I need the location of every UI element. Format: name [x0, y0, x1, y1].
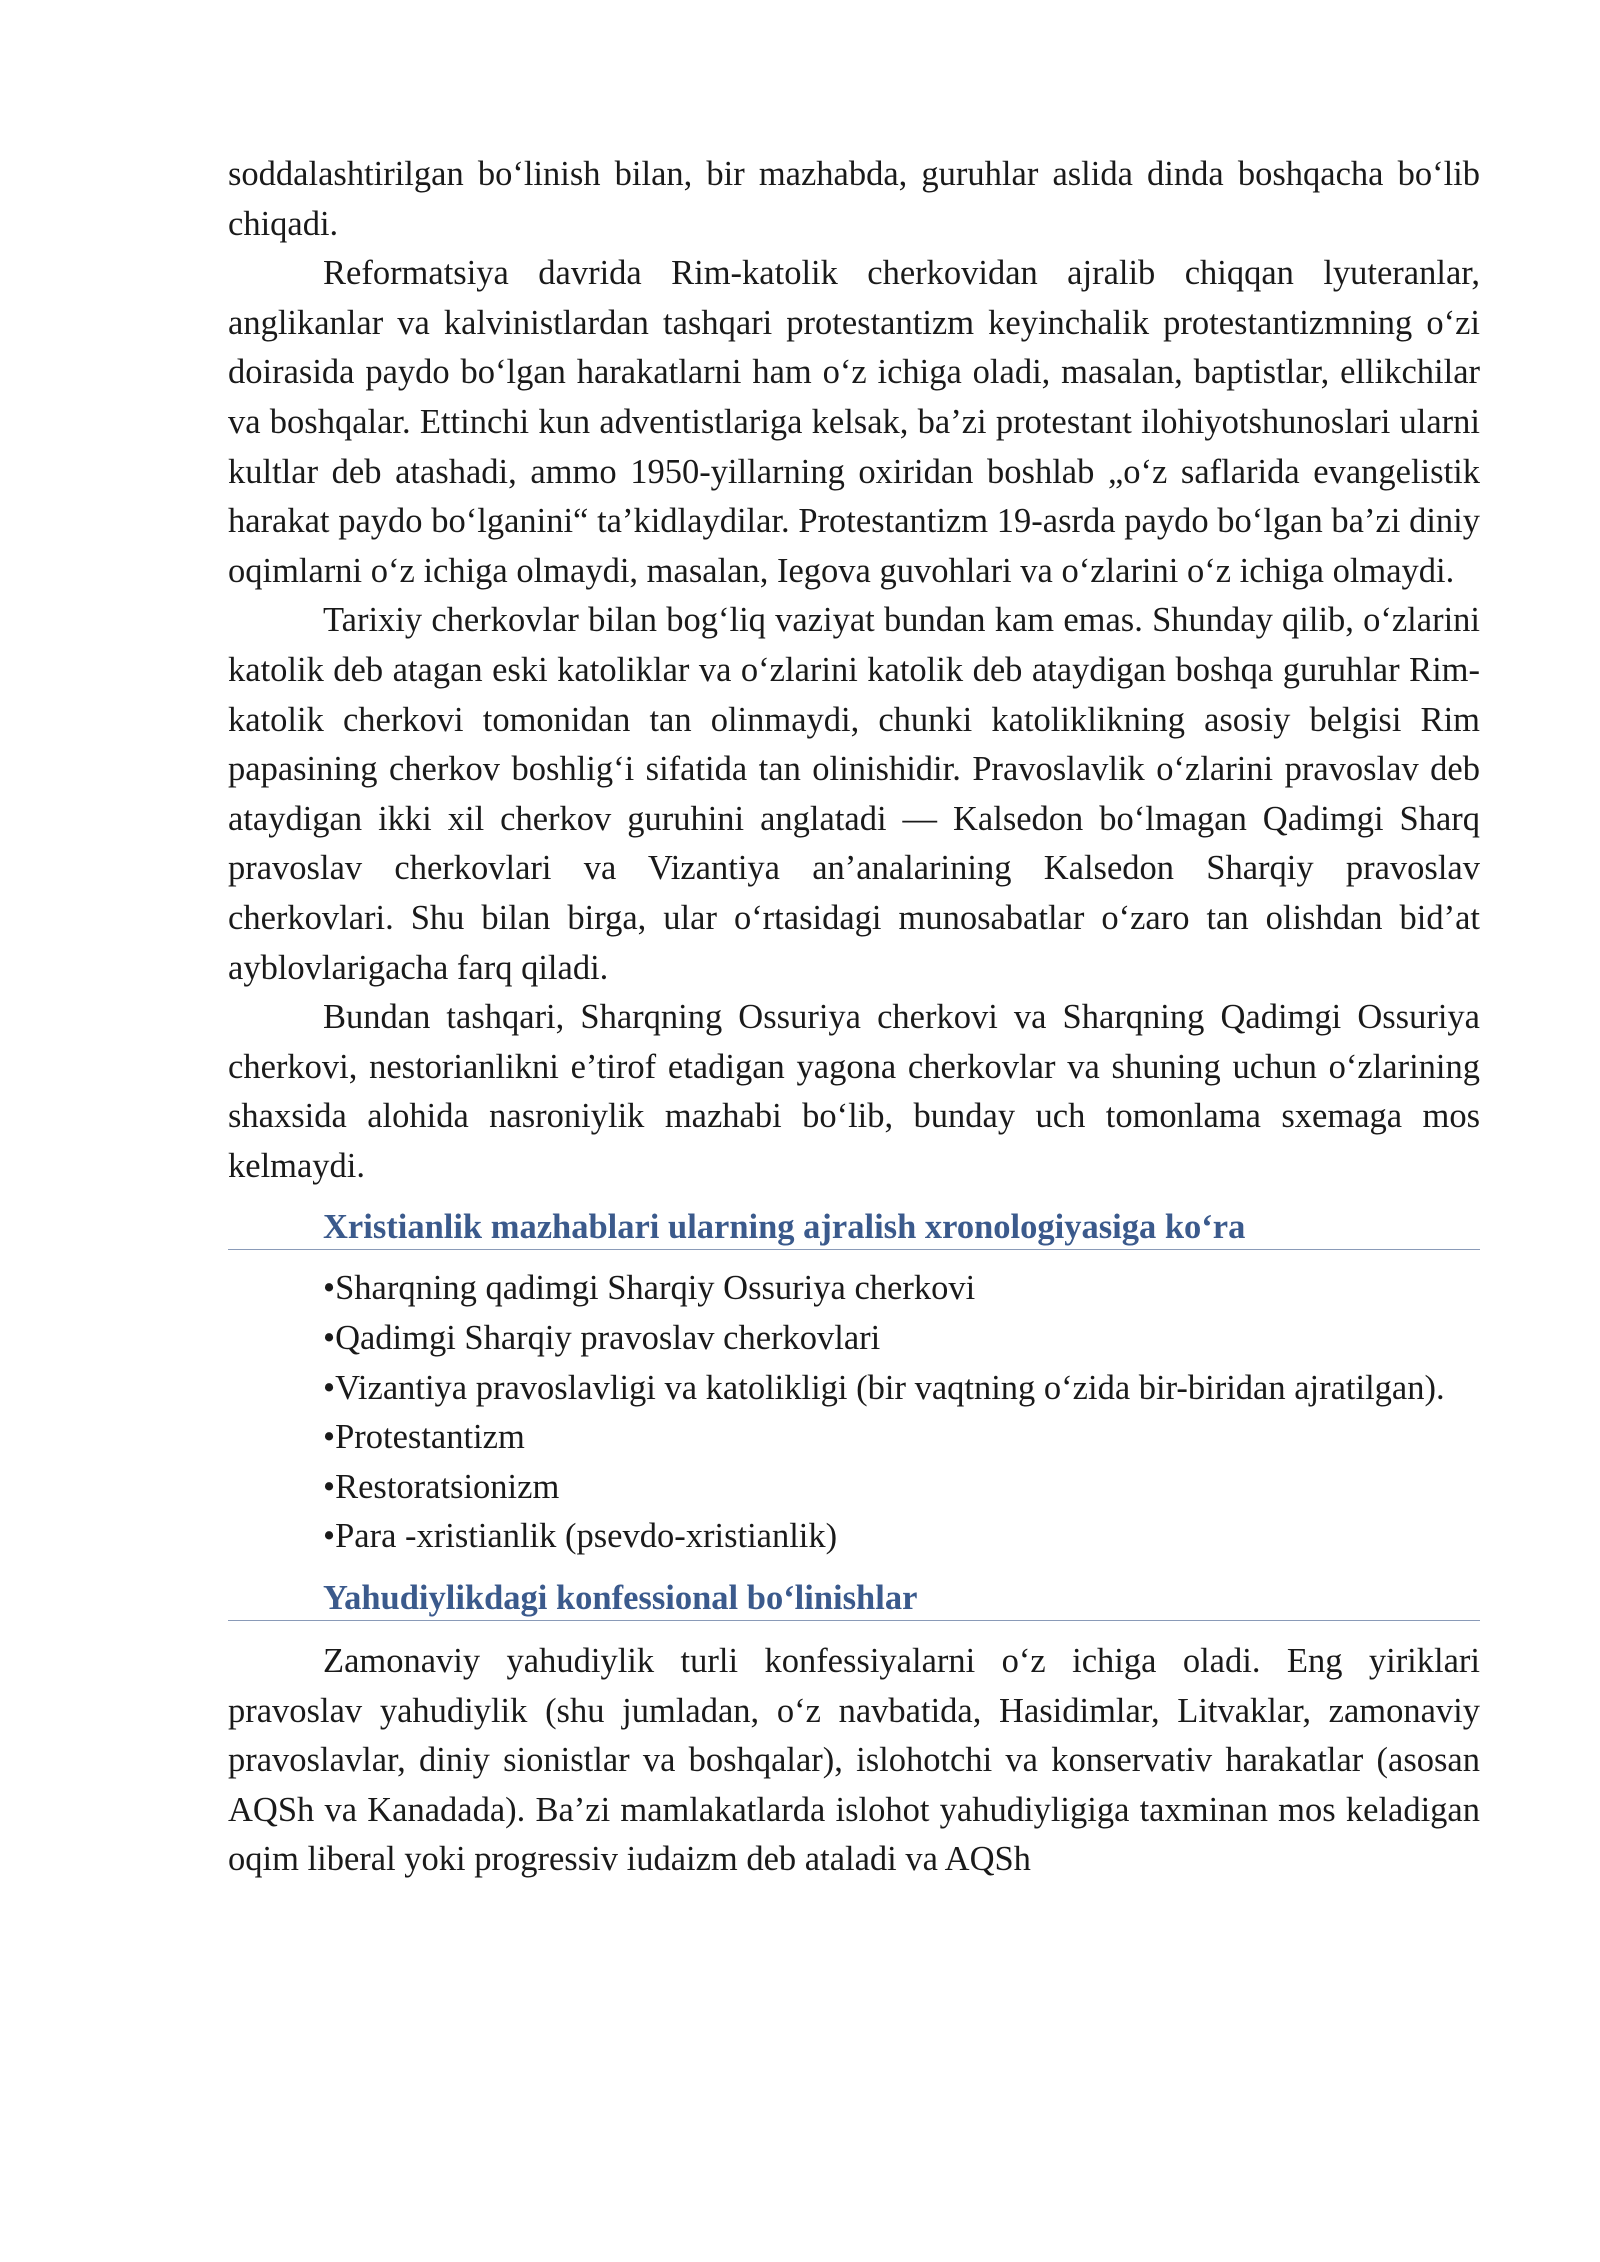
list-item: •Vizantiya pravoslavligi va katolikligi (bir vaqtning o‘zida bir-biridan ajratilgan). [323, 1368, 1445, 1407]
list-item: •Sharqning qadimgi Sharqiy Ossuriya cherkovi [323, 1269, 976, 1308]
section-heading-christian-denominations: Xristianlik mazhablari ularning ajralish xronologiyasiga ko‘ra [228, 1205, 1480, 1250]
denominations-list [228, 1264, 1480, 1562]
paragraph-assyrian-church: Bundan tashqari, Sharqning Ossuriya cherkovi va Sharqning Qadimgi Ossuriya cherkovi, nestorianlikni e’tirof etadigan yagona cherkovlar va shuning uchun o‘zlarining shaxsida alohida nasroniylik mazhabi bo‘lib, bunday uch tomonlama sxemaga mos kelmaydi. [228, 998, 1480, 1185]
list-item: •Restoratsionizm [323, 1467, 560, 1506]
list-item: •Para -xristianlik (psevdo-xristianlik) [323, 1517, 838, 1556]
section-heading-judaism-divisions: Yahudiylikdagi konfessional bo‘linishlar [228, 1576, 1480, 1621]
paragraph-continuation: soddalashtirilgan bo‘linish bilan, bir mazhabda, guruhlar aslida dinda boshqacha bo‘lib chiqadi. [228, 155, 1480, 243]
document-page [228, 150, 1480, 1885]
paragraph-modern-judaism: Zamonaviy yahudiylik turli konfessiyalarni o‘z ichiga oladi. Eng yiriklari pravoslav yahudiylik (shu jumladan, o‘z navbatida, Hasidimlar, Litvaklar, zamonaviy pravoslavlar, diniy sionistlar va boshqalar), islohotchi va konservativ harakatlar (asosan AQSh va Kanadada). Ba’zi mamlakatlarda islohot yahudiyligiga taxminan mos keladigan oqim liberal yoki progressiv iudaizm deb ataladi va AQSh [228, 1642, 1480, 1879]
paragraph-historical-churches: Tarixiy cherkovlar bilan bog‘liq vaziyat bundan kam emas. Shunday qilib, o‘zlarini katolik deb atagan eski katoliklar va o‘zlarini katolik deb ataydigan boshqa guruhlar Rim-katolik cherkovi tomonidan tan olinmaydi, chunki katoliklikning asosiy belgisi Rim papasining cherkov boshlig‘i sifatida tan olinishidir. Pravoslavlik o‘zlarini pravoslav deb ataydigan ikki xil cherkov guruhini anglatadi — Kalsedon bo‘lmagan Qadimgi Sharq pravoslav cherkovlari va Vizantiya an’analarining Kalsedon Sharqiy pravoslav cherkovlari. Shu bilan birga, ular o‘rtasidagi munosabatlar o‘zaro tan olishdan bid’at ayblovlarigacha farq qiladi. [228, 601, 1480, 987]
list-item: •Qadimgi Sharqiy pravoslav cherkovlari [323, 1319, 881, 1358]
paragraph-reformation: Reformatsiya davrida Rim-katolik cherkovidan ajralib chiqqan lyuteranlar, anglikanlar va kalvinistlardan tashqari protestantizm keyinchalik protestantizmning o‘zi doirasida paydo bo‘lgan harakatlarni ham o‘z ichiga oladi, masalan, baptistlar, ellikchilar va boshqalar. Ettinchi kun adventistlariga kelsak, ba’zi protestant ilohiyotshunoslari ularni kultlar deb atashadi, ammo 1950-yillarning oxiridan boshlab „o‘z saflarida evangelistik harakat paydo bo‘lganini“ ta’kidlaydilar. Protestantizm 19-asrda paydo bo‘lgan ba’zi diniy oqimlarni o‘z ichiga olmaydi, masalan, Iegova guvohlari va o‘zlarini o‘z ichiga olmaydi. [228, 254, 1480, 590]
list-item: •Protestantizm [323, 1418, 525, 1457]
